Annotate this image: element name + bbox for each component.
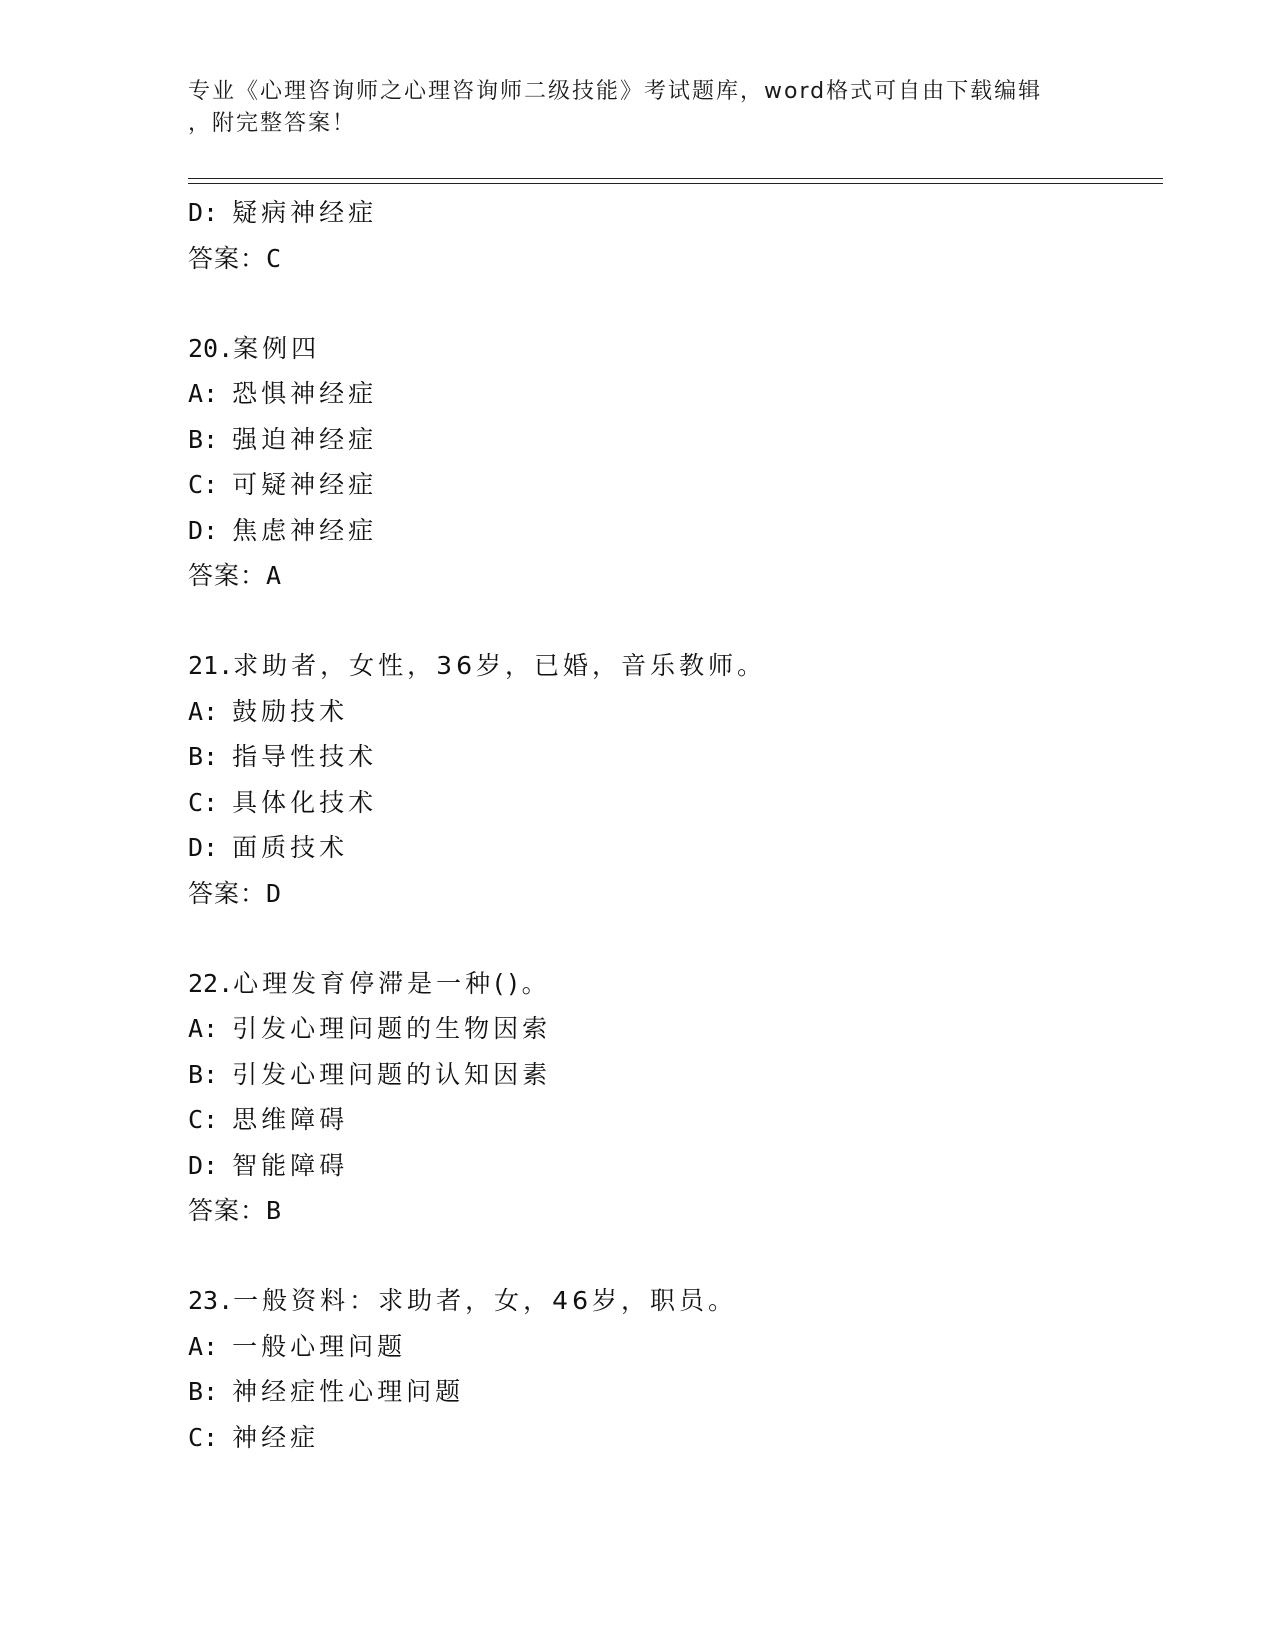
option-text: 引发心理问题的生物因索 (232, 1014, 552, 1043)
option-item (188, 689, 1163, 735)
question-number: 22. (188, 968, 234, 998)
answer-prefix: 答案： (188, 878, 267, 908)
option-item (188, 1052, 1163, 1098)
option-text: 疑病神经症 (232, 198, 378, 227)
option-text: 神经症性心理问题 (232, 1377, 465, 1406)
option-item (188, 780, 1163, 826)
option-label: C: (188, 470, 219, 499)
option-label: D: (188, 198, 219, 227)
question-text: 求助者，女性，36岁，已婚，音乐教师。 (233, 651, 766, 680)
option-text: 引发心理问题的认知因素 (232, 1059, 552, 1089)
option-text: 智能障碍 (232, 1150, 349, 1180)
answer-prefix: 答案： (188, 1196, 267, 1225)
header-line-2: ，附完整答案！ (188, 111, 357, 136)
option-label: A: (188, 1331, 219, 1361)
question-number: 21. (188, 651, 234, 680)
option-label: A: (188, 379, 219, 408)
answer-value: A (266, 561, 283, 590)
option-item (188, 462, 1163, 508)
option-label: B: (188, 1377, 219, 1406)
question-block (188, 1278, 1163, 1460)
question-stem (188, 1278, 1163, 1324)
option-item (188, 1006, 1163, 1052)
option-item (188, 1143, 1163, 1189)
question-stem (188, 643, 1163, 689)
option-text: 指导性技术 (232, 742, 378, 771)
option-item (188, 1324, 1163, 1370)
option-item (188, 1097, 1163, 1143)
answer-value: B (266, 1196, 283, 1225)
option-text: 思维障碍 (232, 1105, 349, 1134)
option-text: 可疑神经症 (232, 470, 378, 499)
option-item (188, 417, 1163, 463)
option-text: 强迫神经症 (232, 424, 378, 454)
option-item (188, 190, 1163, 236)
question-tail-block (188, 190, 1163, 282)
question-number: 23. (188, 1286, 234, 1315)
option-label: D: (188, 515, 219, 545)
answer-prefix: 答案： (188, 243, 267, 273)
question-text: 心理发育停滞是一种()。 (233, 968, 551, 998)
option-text: 焦虑神经症 (232, 515, 378, 545)
option-text: 恐惧神经症 (232, 379, 378, 408)
question-stem (188, 326, 1163, 372)
block-spacer (188, 1234, 1163, 1278)
option-item (188, 1415, 1163, 1461)
option-item (188, 508, 1163, 554)
question-block (188, 643, 1163, 917)
option-label: A: (188, 1014, 219, 1043)
question-number: 20. (188, 333, 234, 363)
option-item (188, 734, 1163, 780)
answer-value: D (266, 878, 283, 908)
option-label: C: (188, 787, 219, 817)
option-label: B: (188, 1059, 219, 1089)
question-text: 一般资料：求助者，女，46岁，职员。 (233, 1286, 737, 1315)
question-list (188, 190, 1163, 1460)
block-spacer (188, 599, 1163, 643)
option-text: 一般心理问题 (232, 1331, 407, 1361)
option-label: B: (188, 424, 219, 454)
answer-line (188, 871, 1163, 917)
question-stem (188, 961, 1163, 1007)
answer-line (188, 553, 1163, 599)
header-rule-top (188, 178, 1163, 179)
option-label: B: (188, 742, 219, 771)
answer-prefix: 答案： (188, 561, 267, 590)
option-label: D: (188, 833, 219, 862)
answer-line (188, 1188, 1163, 1234)
option-text: 神经症 (232, 1422, 320, 1452)
option-text: 具体化技术 (232, 787, 378, 817)
option-label: C: (188, 1422, 219, 1452)
option-label: C: (188, 1105, 219, 1134)
option-text: 鼓励技术 (232, 696, 349, 726)
header-rule-bottom (188, 183, 1163, 184)
answer-value: C (266, 243, 283, 273)
option-label: D: (188, 1150, 219, 1180)
question-block (188, 326, 1163, 600)
question-block (188, 961, 1163, 1235)
option-item (188, 825, 1163, 871)
block-spacer (188, 917, 1163, 961)
option-text: 面质技术 (232, 833, 349, 862)
option-item (188, 371, 1163, 417)
option-item (188, 1369, 1163, 1415)
header-line-1: 专业《心理咨询师之心理咨询师二级技能》考试题库，word格式可自由下载编辑 (188, 79, 1043, 104)
document-header (188, 76, 1088, 140)
question-text: 案例四 (233, 333, 321, 363)
answer-line (188, 236, 1163, 282)
option-label: A: (188, 696, 219, 726)
block-spacer (188, 282, 1163, 326)
